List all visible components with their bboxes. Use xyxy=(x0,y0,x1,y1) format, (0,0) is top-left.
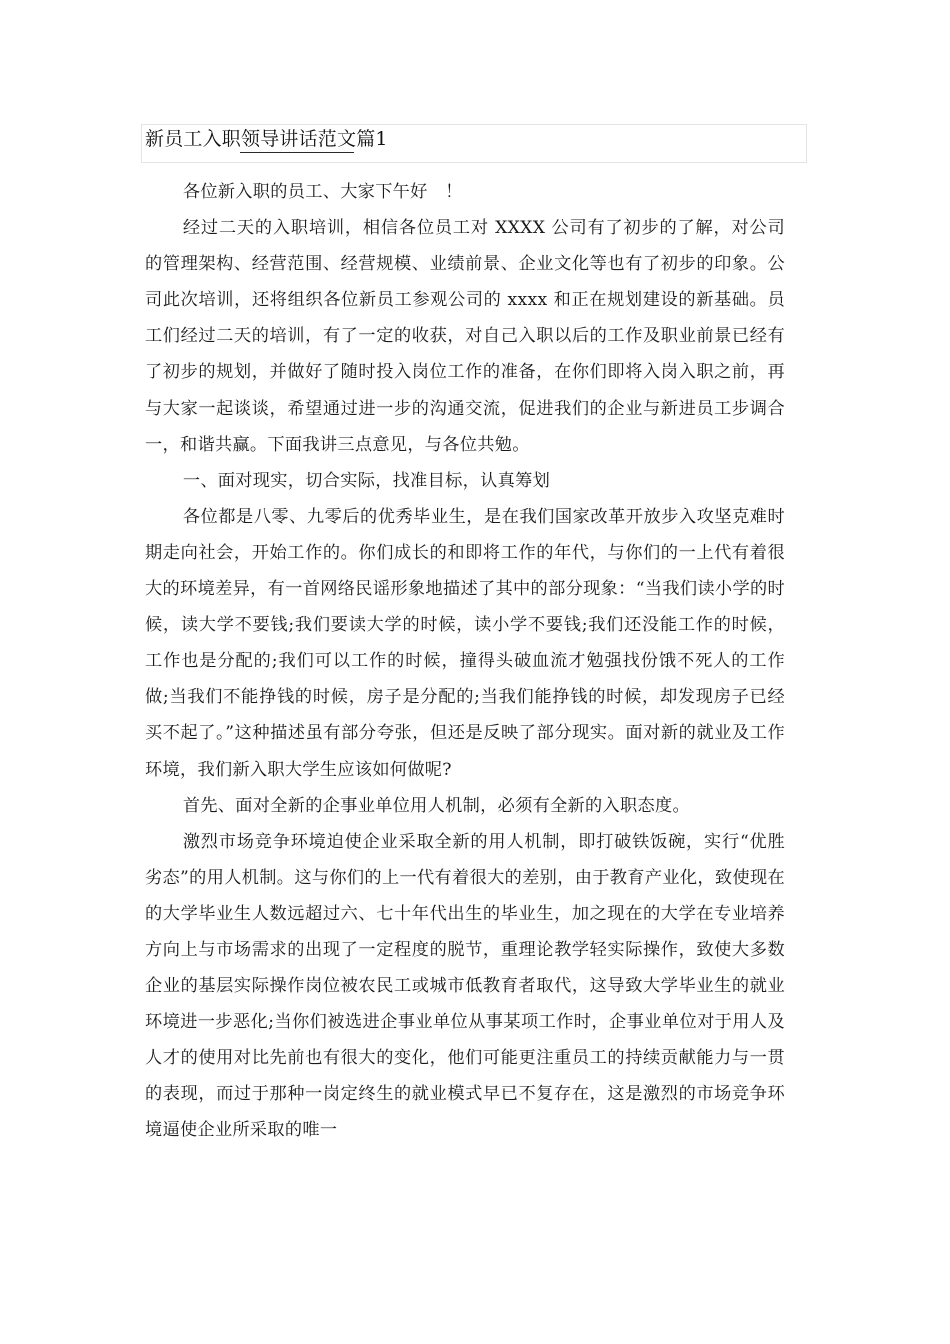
document-title: 新员工入职领导讲话范文篇1 xyxy=(145,128,388,150)
paragraph-competition: 激烈市场竞争环境迫使企业采取全新的用人机制，即打破铁饭碗，实行“优胜劣态”的用人机制。这与你们的上一代有着很大的差别，由于教育产业化，致使现在的大学毕业生人数远超过六、七十年代出生的毕业生，加之现在的大学在专业培养方向上与市场需求的出现了一定程度的脱节，重理论教学轻实际操作，致使大多数企业的基层实际操作岗位被农民工或城市低教育者取代，这导致大学毕业生的就业环境进一步恶化;当你们被选进企事业单位从事某项工作时，企事业单位对于用人及人才的使用对比先前也有很大的变化，他们可能更注重员工的持续贡献能力与一贯的表现，而过于那种一岗定终生的就业模式早已不复存在，这是激烈的市场竞争环境逼使企业所采取的唯一 xyxy=(145,831,785,1141)
paragraph-background: 各位都是八零、九零后的优秀毕业生，是在我们国家改革开放步入攻坚克难时期走向社会，开始工作的。你们成长的和即将工作的年代，与你们的一上代有着很大的环境差异，有一首网络民谣形象地描述了其中的部分现象：“当我们读小学的时候，读大学不要钱;我们要读大学的时候，读小学不要钱;我们还没能工作的时候，工作也是分配的;我们可以工作的时候，撞得头破血流才勉强找份饿不死人的工作做;当我们不能挣钱的时候，房子是分配的;当我们能挣钱的时候，却发现房子已经买不起了。”这种描述虽有部分夸张，但还是反映了部分现实。面对新的就业及工作环境，我们新入职大学生应该如何做呢? xyxy=(145,506,785,780)
title-underline xyxy=(240,152,354,153)
section-heading-1: 一、面对现实，切合实际，找准目标，认真筹划 xyxy=(182,470,551,491)
document-body xyxy=(145,174,785,1149)
paragraph-intro: 经过二天的入职培训，相信各位员工对 XXXX 公司有了初步的了解，对公司的管理架构、经营范围、经营规模、业绩前景、企业文化等也有了初步的印象。公司此次培训，还将组织各位新员工参观公司的 xxxx 和正在规划建设的新基础。员工们经过二天的培训，有了一定的收获，对自己入职以后的工作及职业前景已经有了初步的规划，并做好了随时投入岗位工作的准备，在你们即将入岗入职之前，再与大家一起谈谈，希望通过进一步的沟通交流，促进我们的企业与新进员工步调合一，和谐共赢。下面我讲三点意见，与各位共勉。 xyxy=(145,218,785,455)
paragraph-greeting: 各位新入职的员工、大家下午好 ！ xyxy=(182,182,463,202)
paragraph-first-point: 首先、面对全新的企事业单位用人机制，必须有全新的入职态度。 xyxy=(182,795,690,816)
